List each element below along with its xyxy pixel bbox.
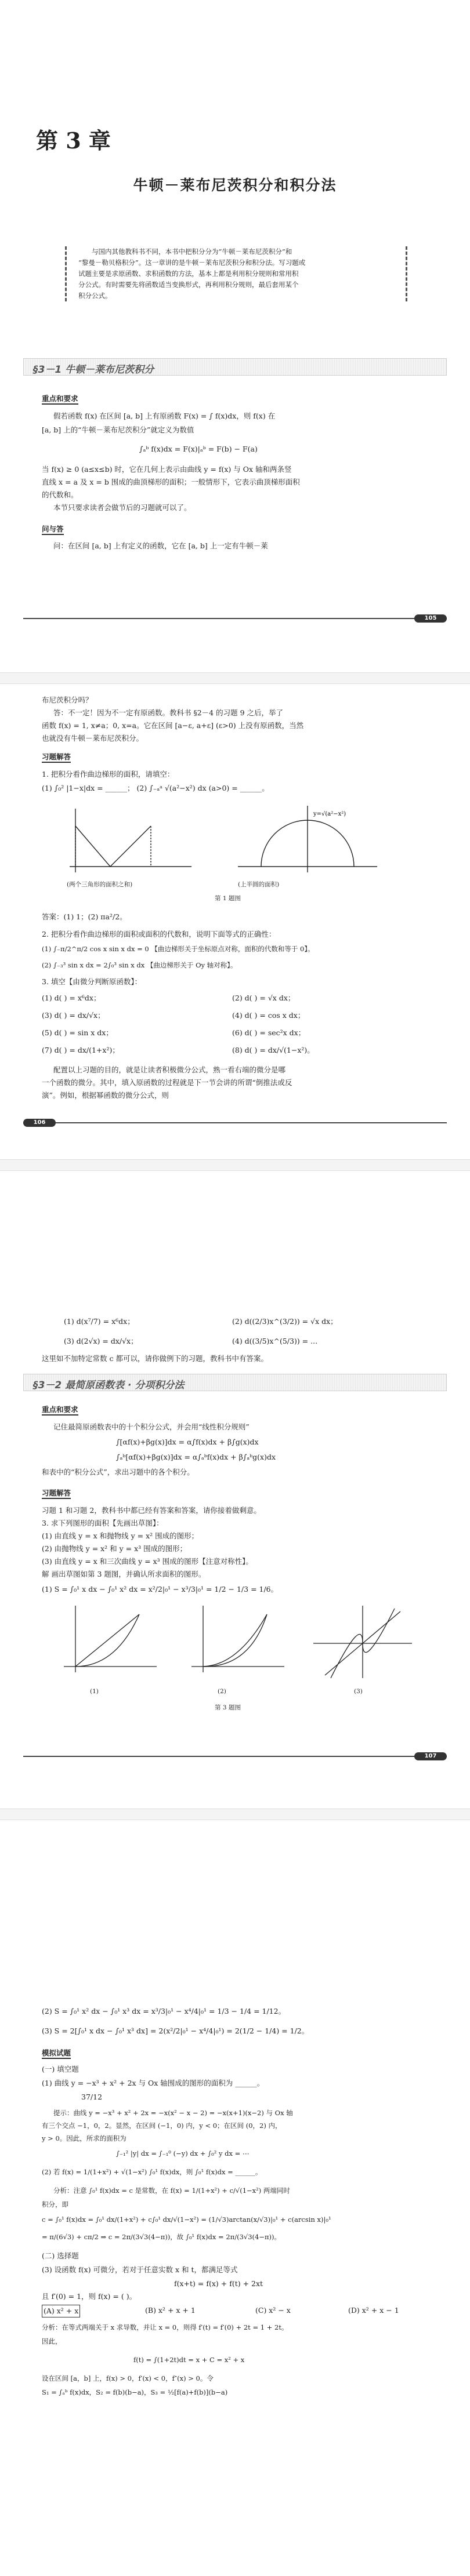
text-line: 分析：在等式两端关于 x 求导数，并让 x = 0，则得 f′(t) = f′(0) + 2t = 1 + 2t。	[42, 2323, 288, 2331]
choice-a: (A) x² + x	[42, 2305, 80, 2317]
text-line: (2) S = ∫₀¹ x² dx − ∫₀¹ x³ dx = x³/3|₀¹ − x⁴/4|₀¹ = 1/3 − 1/4 = 1/12。	[42, 2007, 286, 2015]
grid-cell: (7) d( ) = dx/(1+x²)；	[42, 1046, 120, 1054]
qa-label: 问与答	[42, 523, 64, 535]
formula: f(x+t) = f(x) + f(t) + 2xt	[174, 2279, 263, 2288]
text-line: 且 f′(0) = 1，则 f(x) = ( )。	[42, 2292, 137, 2301]
subsection: (一) 填空题	[42, 2065, 79, 2073]
text-line: 提示：曲线 y = −x³ + x² + 2x = −x(x² − x − 2) = −x(x+1)(x−2) 与 Ox 轴	[53, 2109, 293, 2117]
page-3	[0, 1171, 470, 1809]
section-title: §3－1 牛顿－莱布尼茨积分	[33, 364, 154, 376]
text-line: 配置以上习题的目的，就是让读者积极微分公式，熟一看右端的微分是哪	[53, 1065, 286, 1074]
page-separator	[0, 1809, 470, 1820]
text-line: 一个函数的微分。其中，填入原函数的过程就是下一节会讲的所谓“倒推法或反	[42, 1078, 292, 1087]
text-line: 布尼茨积分吗？	[42, 696, 93, 704]
para-line: 当 f(x) ≥ 0 (a≤x≤b) 时，它在几何上表示由曲线 y = f(x) 与 Ox 轴和两条竖	[42, 465, 292, 474]
formula: (2) d((2/3)x^(3/2)) = √x dx；	[232, 1317, 338, 1326]
para-line: 假若函数 f(x) 在区间 [a, b] 上有原函数 F(x) = ∫ f(x)dx，则 f(x) 在	[53, 412, 276, 420]
page-1	[0, 0, 470, 672]
text-line: 2. 把积分看作曲边梯形的面积或面积的代数和，说明下面等式的正确性：	[42, 930, 276, 938]
formula: f(t) = ∫(1+2t)dt = x + C = x² + x	[133, 2356, 245, 2364]
grid-cell: (1) d( ) = x⁶dx；	[42, 994, 101, 1002]
exercise-label: 习题解答	[42, 751, 71, 763]
text-line: (1) 由直线 y = x 和抛物线 y = x² 围成的图形；	[42, 1531, 199, 1540]
section-title: §3－2 最简原函数表 · 分项积分法	[33, 1380, 185, 1391]
choice-c: (C) x² − x	[255, 2306, 291, 2315]
qa-line: 问：在区间 [a, b] 上有定义的函数，它在 [a, b] 上一定有牛顿－莱	[53, 541, 268, 550]
chapter-number: 第 3 章	[36, 128, 111, 154]
page-number: 107	[414, 1752, 447, 1760]
note: 这里如不加特定常数 c 都可以，请你做例下的习题，教科书中有答案。	[42, 1354, 268, 1363]
question: (1) 曲线 y = −x³ + x² + 2x 与 Ox 轴围成的图形的面积为 ______。	[42, 2079, 265, 2087]
figure-title: 第 1 题图	[215, 895, 241, 902]
intro-line: 分公式。有时需要先将函数适当变换形式，再利用积分规则，最后套用某个	[78, 281, 299, 289]
text-line: 1. 把积分看作曲边梯形的面积，请填空：	[42, 770, 175, 778]
section-header	[23, 358, 447, 376]
text-line: 解 画出草图如第 3 题图，并确认所求面积的图形。	[42, 1570, 206, 1578]
page-4	[0, 1820, 470, 2576]
figure-title: 第 3 题图	[215, 1704, 241, 1711]
text-line: (1) ∫₀² |1−x|dx = ______； (2) ∫₋ₐᵃ √(a²−x²) dx (a>0) = ______。	[42, 784, 269, 792]
text-line: 和表中的“积分公式”，求出习题中的各个积分。	[42, 1468, 194, 1476]
text-line: (2) ∫₋₃³ sin x dx = 2∫₀³ sin x dx 【曲边梯形关于 Oy 轴对称】。	[42, 961, 237, 969]
para-line: 的代数和。	[42, 490, 78, 499]
choice-b: (B) x² + x + 1	[145, 2306, 196, 2315]
intro-line: 试题主要是求原函数、求积函数的方法，基本上都是利用积分规则和常用积	[78, 270, 299, 278]
page-number: 105	[414, 614, 447, 623]
text-line: (2) 由抛物线 y = x² 和 y = x³ 围成的图形；	[42, 1544, 187, 1553]
question: (3) 设函数 f(x) 可微分，若对于任意实数 x 和 t，都满足等式	[42, 2265, 238, 2274]
key-points-label: 重点和要求	[42, 1404, 78, 1416]
page-separator	[0, 1159, 470, 1171]
text-line: 演”。例如，根据幂函数的微分公式，则	[42, 1091, 169, 1100]
text-line: 分析：注意 ∫₀¹ f(x)dx = c 是常数，在 f(x) = 1/(1+x²) + c/√(1−x²) 两端同时	[53, 2186, 290, 2195]
text-line: y > 0。因此，所求的面积为	[42, 2134, 126, 2142]
subfigure-label: (1)	[90, 1688, 99, 1695]
grid-cell: (6) d( ) = sec²x dx；	[232, 1028, 306, 1037]
text-line: (1) ∫₋π/2^π/2 cos x sin x dx = 0 【曲边梯形关于坐标原点对称，面积的代数和等于 0】。	[42, 945, 314, 953]
chapter-title: 牛顿－莱布尼茨积分和积分法	[133, 177, 337, 194]
subfigure-label: (3)	[354, 1688, 363, 1695]
intro-line: 积分公式。	[78, 292, 112, 300]
page-footer	[23, 1119, 447, 1127]
page-footer	[23, 1752, 447, 1760]
answer: 答案：(1) 1；(2) πa²/2。	[42, 912, 127, 921]
formula: (3) d(2√x) = dx/√x；	[64, 1337, 138, 1345]
para-line: 直线 x = a 及 x = b 围成的曲顶梯形的面积；一般情形下，它表示曲顶梯形面积	[42, 478, 300, 486]
para-line: 本节只要求读者会做节后的习题就可以了。	[53, 503, 191, 512]
subfigure-label: (2)	[218, 1688, 226, 1695]
formula: = π/(6√3) + cπ/2 ⇒ c = 2π/(3√3(4−π))，故 ∫₀¹ f(x)dx = 2π/(3√3(4−π))。	[42, 2233, 281, 2241]
grid-cell: (3) d( ) = dx/√x；	[42, 1011, 105, 1020]
formula: (1) d(x⁷/7) = x⁶dx；	[64, 1317, 135, 1326]
text-line: 答：不一定！因为不一定有原函数。教科书 §2－4 的习题 9 之后，举了	[53, 708, 284, 717]
grid-cell: (4) d( ) = cos x dx；	[232, 1011, 305, 1020]
page-footer	[23, 614, 447, 623]
figure-caption: (两个三角形的面积之和)	[67, 881, 133, 888]
answer: 37/12	[81, 2093, 103, 2101]
para-line: [a, b] 上的“牛顿－莱布尼茨积分”就定义为数值	[42, 425, 194, 434]
text-line: 因此，	[42, 2337, 62, 2345]
intro-box	[65, 246, 407, 301]
intro-line: 与国内其他教科书不同，本书中把积分分为“牛顿－莱布尼茨积分”和	[92, 248, 292, 256]
figure-3	[52, 1603, 424, 1684]
formula: ∫ₐᵇ f(x)dx = F(x)|ₐᵇ = F(b) − F(a)	[139, 445, 258, 453]
text-line: 3. 填空【由微分判断原函数】：	[42, 977, 142, 986]
text-line: 记住最简原函数表中的十个积分公式，并会用“线性积分规则”	[53, 1422, 250, 1431]
key-points-label: 重点和要求	[42, 393, 78, 405]
figure-1	[64, 803, 389, 878]
intro-line: “黎曼－勒贝格积分”。这一章讲的是牛顿－莱布尼茨积分和积分法。写习题或	[78, 259, 306, 267]
page-separator	[0, 672, 470, 684]
subsection: (二) 选择题	[42, 2251, 79, 2260]
text-line: (1) S = ∫₀¹ x dx − ∫₀¹ x² dx = x²/2|₀¹ − x³/3|₀¹ = 1/2 − 1/3 = 1/6。	[42, 1585, 279, 1593]
grid-cell: (8) d( ) = dx/√(1−x²)。	[232, 1046, 314, 1054]
formula: ∫[αf(x)+βg(x)]dx = α∫f(x)dx + β∫g(x)dx	[116, 1438, 259, 1446]
text-line: 也就没有牛顿－莱布尼茨积分。	[42, 734, 144, 743]
question: (2) 若 f(x) = 1/(1+x²) + √(1−x²) ∫₀¹ f(x)dx，则 ∫₀¹ f(x)dx = ______。	[42, 2168, 262, 2176]
section-header	[23, 1374, 447, 1391]
text-line: 积分，即	[42, 2200, 68, 2208]
page-number: 106	[23, 1119, 56, 1127]
model-test-label: 模拟试题	[42, 2047, 71, 2059]
text-line: (3) 由直线 y = x 和三次曲线 y = x³ 围成的图形【注意对称性】。	[42, 1557, 253, 1566]
text-line: (3) S = 2[∫₀¹ x dx − ∫₀¹ x³ dx] = 2(x²/2|₀¹ − x⁴/4|₀¹) = 2(1/2 − 1/4) = 1/2。	[42, 2026, 309, 2035]
formula: ∫ₐᵇ[αf(x)+βg(x)]dx = α∫ₐᵇf(x)dx + β∫ₐᵇg(x)dx	[116, 1453, 276, 1461]
text-line: 有三个交点 −1，0，2。显然，在区间 (−1，0) 内，y < 0；在区间 (0，2) 内，	[42, 2122, 282, 2130]
grid-cell: (5) d( ) = sin x dx；	[42, 1028, 113, 1037]
formula: (4) d((3/5)x^(5/3)) = ...	[232, 1337, 318, 1345]
formula: ∫₋₁² |y| dx = ∫₋₁⁰ (−y) dx + ∫₀² y dx = ⋯	[116, 2149, 250, 2157]
text-line: 设在区间 [a，b] 上，f(x) > 0，f′(x) < 0，f″(x) > 0。令	[42, 2374, 214, 2382]
formula: c = ∫₀¹ f(x)dx = ∫₀¹ dx/(1+x²) + c∫₀¹ dx/√(1−x²) = (1/√3)arctan(x/√3)|₀¹ + c(arcsin x)|₀¹	[42, 2215, 331, 2224]
formula: S₁ = ∫ₐᵇ f(x)dx，S₂ = f(b)(b−a)，S₃ = ½[f(a)+f(b)](b−a)	[42, 2388, 228, 2396]
text-line: 函数 f(x) = 1, x≠a；0, x=a。它在区间 [a−ε, a+ε] (ε>0) 上没有原函数，当然	[42, 721, 304, 730]
grid-cell: (2) d( ) = √x dx；	[232, 994, 295, 1002]
text-line: 3. 求下列图形的面积【先画出草图】：	[42, 1519, 164, 1527]
choice-d: (D) x² + x − 1	[348, 2306, 399, 2315]
figure-caption: (上半圆的面积)	[238, 881, 280, 888]
text-line: 习题 1 和习题 2，教科书中都已经有答案和答案，请你接着做剩意。	[42, 1506, 261, 1515]
curve-label: y=√(a²−x²)	[313, 811, 346, 817]
exercise-label: 习题解答	[42, 1487, 71, 1499]
